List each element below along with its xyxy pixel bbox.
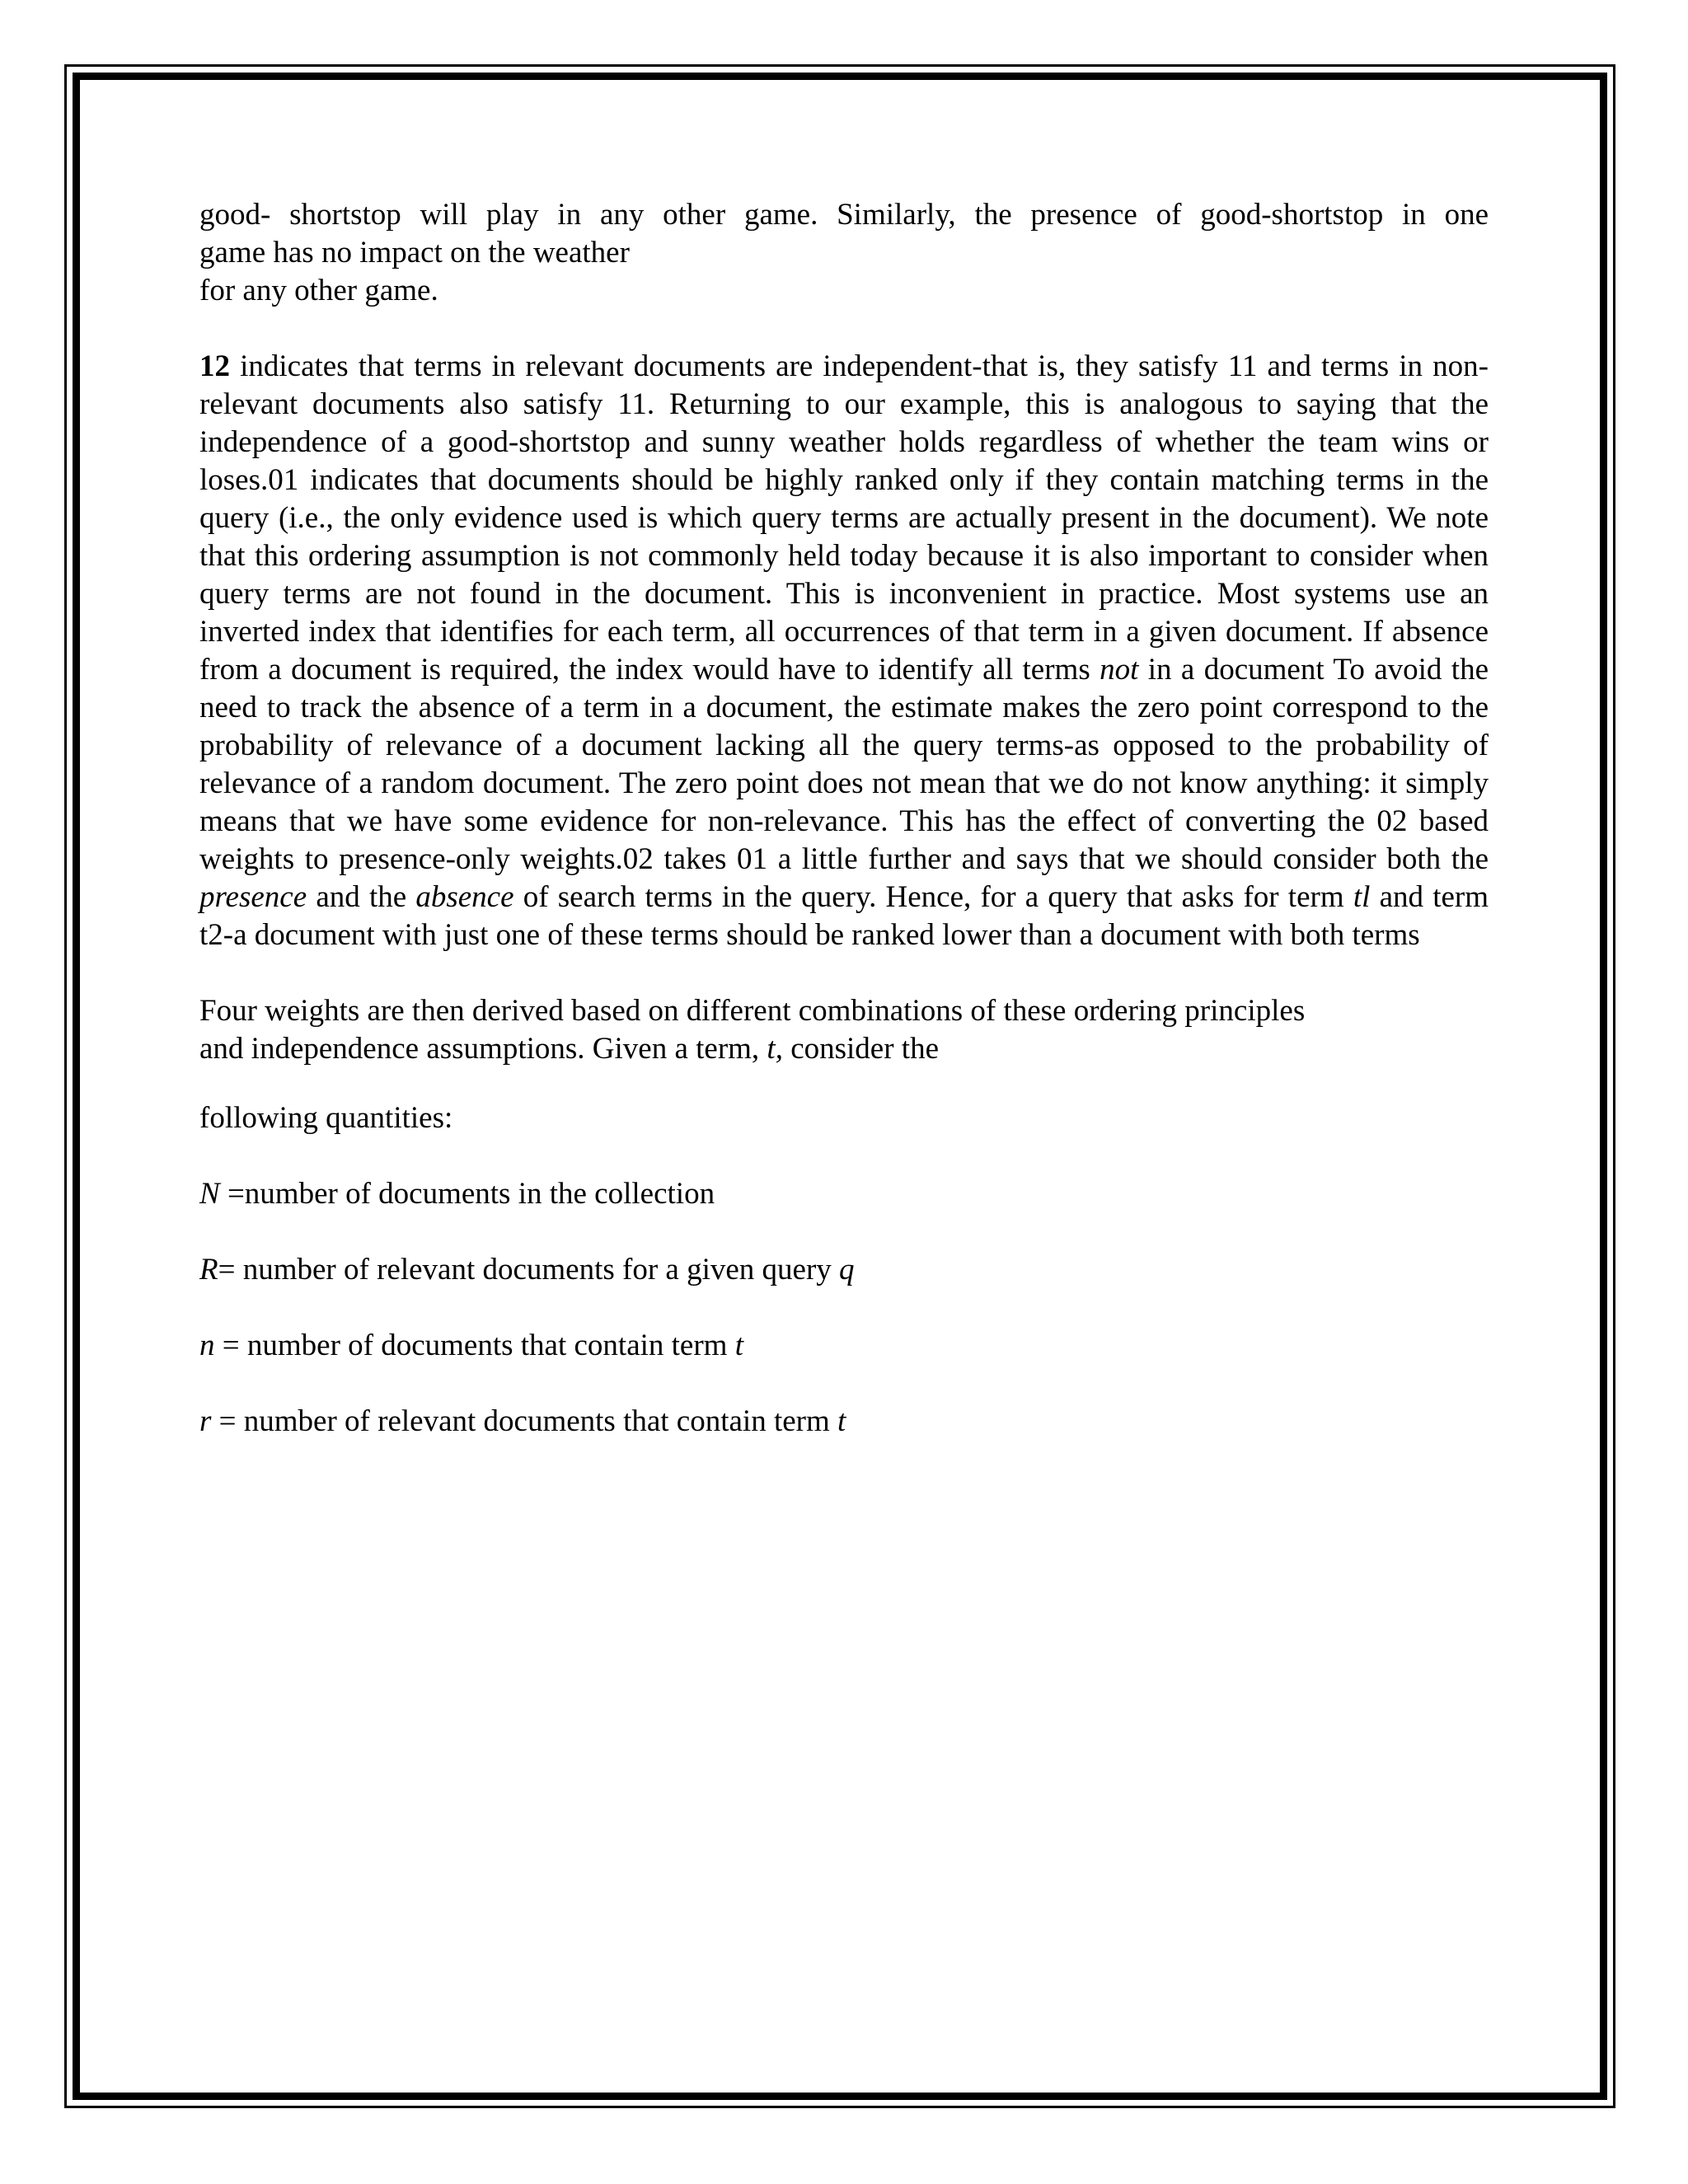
- paragraph-1-line-3: for any other game.: [199, 274, 438, 307]
- paragraph-1: [199, 196, 1489, 234]
- paragraph-2-text-b: in a document To avoid the need to track the absence of a term in a document, the estimate makes the zero point correspond to the probability of relevance of a document lacking all the query terms-as opposed to the probability of relevance of a random document. The zero point does not mean that we do not know anything: it simply means that we have some evidence for non-relevance. This has the effect of converting the 02 based weights to presence-only weights.02 takes 01 a little further and says that we should consider both the: [199, 653, 1489, 876]
- paragraph-2-italic-tl: tl: [1353, 880, 1371, 914]
- paragraph-3-line-1: Four weights are then derived based on different combinations of these ordering principles: [199, 994, 1306, 1028]
- definition-var: n: [199, 1329, 215, 1362]
- paragraph-3-italic-t: t,: [767, 1032, 783, 1066]
- paragraph-2-text-c: and the: [307, 880, 416, 914]
- definition-text: =number of documents in the collection: [219, 1177, 715, 1211]
- paragraph-2-lead: 12: [199, 349, 230, 383]
- paragraph-1-line-1: good- shortstop will play in any other game. Similarly, the presence of good-shortstop in one: [199, 198, 1489, 232]
- paragraph-4: following quantities:: [199, 1101, 453, 1135]
- paragraph-2-italic-not: not: [1100, 653, 1139, 687]
- definition-var: N: [199, 1177, 220, 1211]
- definition-text: = number of relevant documents for a given query: [218, 1253, 840, 1286]
- definition-text: = number of documents that contain term: [214, 1329, 735, 1362]
- paragraph-3-line-2: [199, 1030, 1489, 1068]
- paragraph-2-italic-absence: absence: [415, 880, 514, 914]
- paragraph-2-italic-presence: presence: [199, 880, 307, 914]
- paragraph-2-text-d: of search terms in the query. Hence, for a query that asks for term: [513, 880, 1353, 914]
- paragraph-1-line-2: game has no impact on the weather: [199, 236, 630, 269]
- paragraph-2: [199, 348, 1489, 954]
- definition-N: [199, 1175, 1489, 1213]
- paragraph-3-line-2-a: and independence assumptions. Given a term,: [199, 1032, 767, 1066]
- document-body: [199, 196, 1489, 1441]
- definition-tail-var: t: [734, 1329, 743, 1362]
- paragraph-2-text-e: and term t2-a document with just one of these terms should be ranked lower than a document with both terms: [199, 880, 1489, 952]
- definition-var: r: [199, 1404, 212, 1438]
- definition-text: = number of relevant documents that contain term: [211, 1404, 838, 1438]
- paragraph-3-line-2-b: consider the: [782, 1032, 939, 1066]
- definition-var: R: [199, 1253, 218, 1286]
- definition-r: [199, 1403, 1489, 1441]
- definition-tail-var: q: [839, 1253, 855, 1286]
- definition-tail-var: t: [837, 1404, 846, 1438]
- paragraph-2-text-a: indicates that terms in relevant documents are independent-that is, they satisfy 11 and terms in non-relevant documents also satisfy 11. Returning to our example, this is analogous to saying that the independence of a good-shortstop and sunny weather holds regardless of whether the team wins or loses.01 indicates that documents should be highly ranked only if they contain matching terms in the query (i.e., the only evidence used is which query terms are actually present in the document). We note that this ordering assumption is not commonly held today because it is also important to consider when query terms are not found in the document. This is inconvenient in practice. Most systems use an inverted index that identifies for each term, all occurrences of that term in a given document. If absence from a document is required, the index would have to identify all terms: [199, 349, 1489, 687]
- definition-n: [199, 1327, 1489, 1365]
- definition-R: [199, 1251, 1489, 1289]
